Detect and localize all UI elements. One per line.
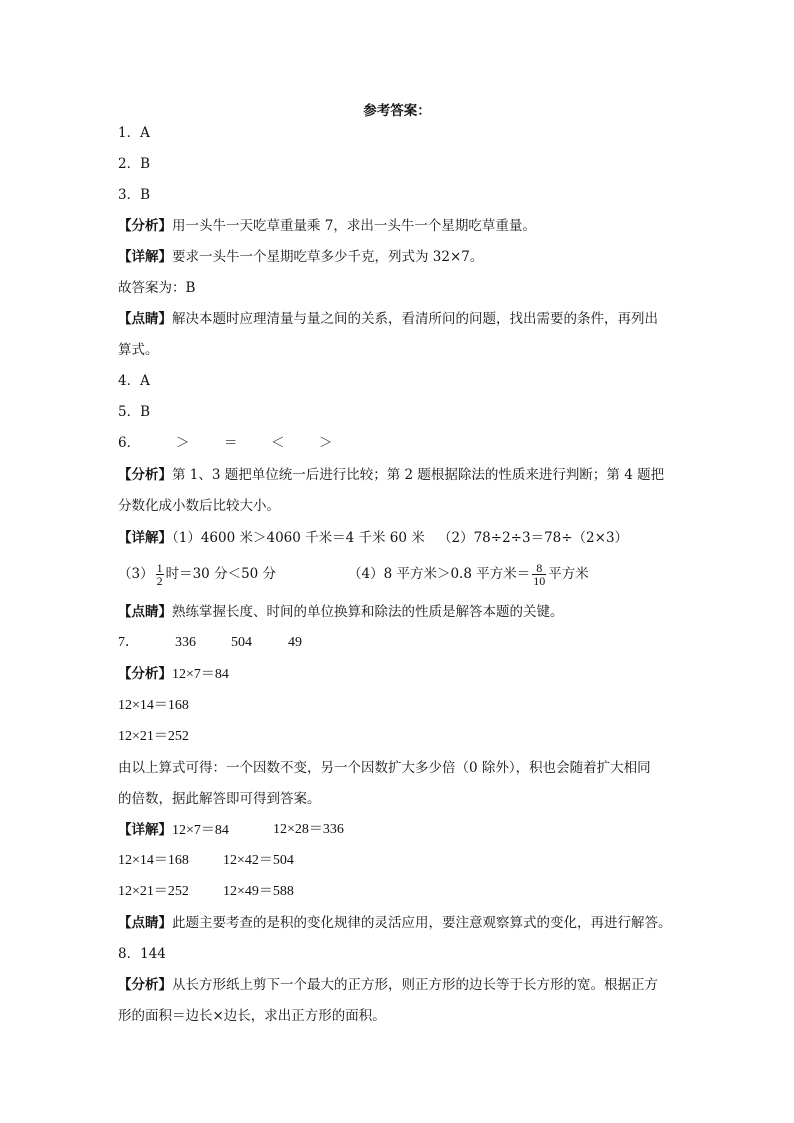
q8-analysis: [118, 976, 658, 994]
detail-part-4-prefix: （4）8 平方米＞0.8 平方米＝: [348, 566, 531, 582]
detail-text: 要求一头牛一个星期吃草多少千克，列式为 32×7。: [172, 249, 484, 265]
equation: 12×28＝336: [273, 822, 344, 837]
detail-part-3-prefix: （3）: [118, 566, 154, 582]
q7-analysis: [118, 665, 229, 684]
point-tag: 【点睛】: [118, 915, 172, 931]
answer-4: 4．A: [118, 373, 150, 389]
q6-detail-row-1: [118, 529, 629, 547]
q3-analysis: [118, 217, 536, 235]
analysis-tag: 【分析】: [118, 218, 172, 234]
equation: 12×7＝84: [172, 667, 229, 682]
fraction-numerator: 1: [156, 561, 163, 575]
equation: 12×7＝84: [172, 823, 229, 838]
q6-answer-1: ＞: [176, 435, 190, 451]
q7-answer-2: 504: [231, 635, 252, 650]
q3-point: [118, 310, 658, 328]
answer-1: 1．A: [118, 125, 150, 141]
q7-equation-2: 12×14＝168: [118, 698, 189, 713]
detail-tag: 【详解】: [118, 822, 172, 838]
q3-point-cont: 算式。: [118, 342, 159, 358]
analysis-tag: 【分析】: [118, 666, 172, 682]
analysis-tag: 【分析】: [118, 467, 172, 483]
q7-detail-row-1: [118, 821, 344, 840]
answer-3: 3．B: [118, 187, 151, 203]
q7-analysis-text-cont: 的倍数，据此解答即可得到答案。: [118, 791, 321, 807]
q7-number: 7．: [118, 635, 139, 650]
q6-answer-3: ＜: [271, 435, 285, 451]
fraction-denominator: 2: [156, 574, 163, 588]
point-tag: 【点睛】: [118, 604, 172, 620]
q7-detail-row-2: [118, 852, 294, 870]
q3-detail: [118, 248, 483, 266]
q7-equation-3: 12×21＝252: [118, 729, 189, 744]
analysis-tag: 【分析】: [118, 977, 172, 993]
detail-part-2: （2）78÷2÷3＝78÷（2×3）: [438, 530, 629, 546]
answer-5: 5．B: [118, 404, 151, 420]
analysis-text: 用一头牛一天吃草重量乘 7，求出一头牛一个星期吃草重量。: [172, 218, 536, 234]
point-tag: 【点睛】: [118, 311, 172, 327]
equation: 12×42＝504: [223, 853, 294, 868]
q6-point: [118, 603, 564, 621]
q8-analysis-cont: 形的面积＝边长×边长，求出正方形的面积。: [118, 1008, 386, 1024]
detail-part-4: [348, 560, 589, 588]
q7-answer-3: 49: [288, 635, 302, 650]
detail-tag: 【详解】: [118, 530, 172, 546]
q6-analysis-cont: 分数化成小数后比较大小。: [118, 498, 280, 514]
detail-tag: 【详解】: [118, 249, 172, 265]
fraction-numerator: 8: [532, 562, 546, 575]
q7-detail-row-3: [118, 883, 294, 901]
q7-answers: [118, 634, 302, 652]
point-text: 此题主要考查的是积的变化规律的灵活应用，要注意观察算式的变化，再进行解答。: [172, 915, 672, 931]
q7-analysis-text: 由以上算式可得：一个因数不变，另一个因数扩大多少倍（0 除外），积也会随着扩大相同: [118, 760, 651, 776]
fraction-one-half: [156, 562, 164, 587]
q3-answer: 故答案为：B: [118, 280, 196, 296]
fraction-eight-tenths: [532, 562, 546, 587]
equation: 12×14＝168: [118, 853, 189, 868]
q6-answer-4: ＞: [319, 435, 333, 451]
equation: 12×21＝252: [118, 884, 189, 899]
point-text: 熟练掌握长度、时间的单位换算和除法的性质是解答本题的关键。: [172, 604, 564, 620]
q6-answer-2: ＝: [224, 435, 238, 451]
page-title: 参考答案：: [363, 103, 431, 119]
analysis-text: 从长方形纸上剪下一个最大的正方形，则正方形的边长等于长方形的宽。根据正方: [172, 977, 658, 993]
q6-analysis: [118, 466, 664, 484]
point-text: 解决本题时应理清量与量之间的关系，看清所问的问题，找出需要的条件，再列出: [172, 311, 658, 327]
answer-8: 8．144: [118, 946, 166, 962]
q7-point: [118, 914, 672, 932]
equation: 12×49＝588: [223, 884, 294, 899]
q6-answers: [118, 434, 333, 452]
analysis-text: 第 1、3 题把单位统一后进行比较；第 2 题根据除法的性质来进行判断；第 4 题把: [172, 467, 665, 483]
fraction-denominator: 10: [533, 574, 546, 588]
answer-2: 2．B: [118, 156, 151, 172]
detail-part-4-suffix: 平方米: [548, 566, 589, 582]
detail-part-1: （1）4600 米＞4060 千米＝4 千米 60 米: [172, 530, 425, 546]
q6-number: 6．: [118, 435, 141, 451]
q6-detail-row-2: [118, 560, 589, 588]
q7-answer-1: 336: [175, 635, 196, 650]
detail-part-3-suffix: 时＝30 分＜50 分: [165, 566, 277, 582]
